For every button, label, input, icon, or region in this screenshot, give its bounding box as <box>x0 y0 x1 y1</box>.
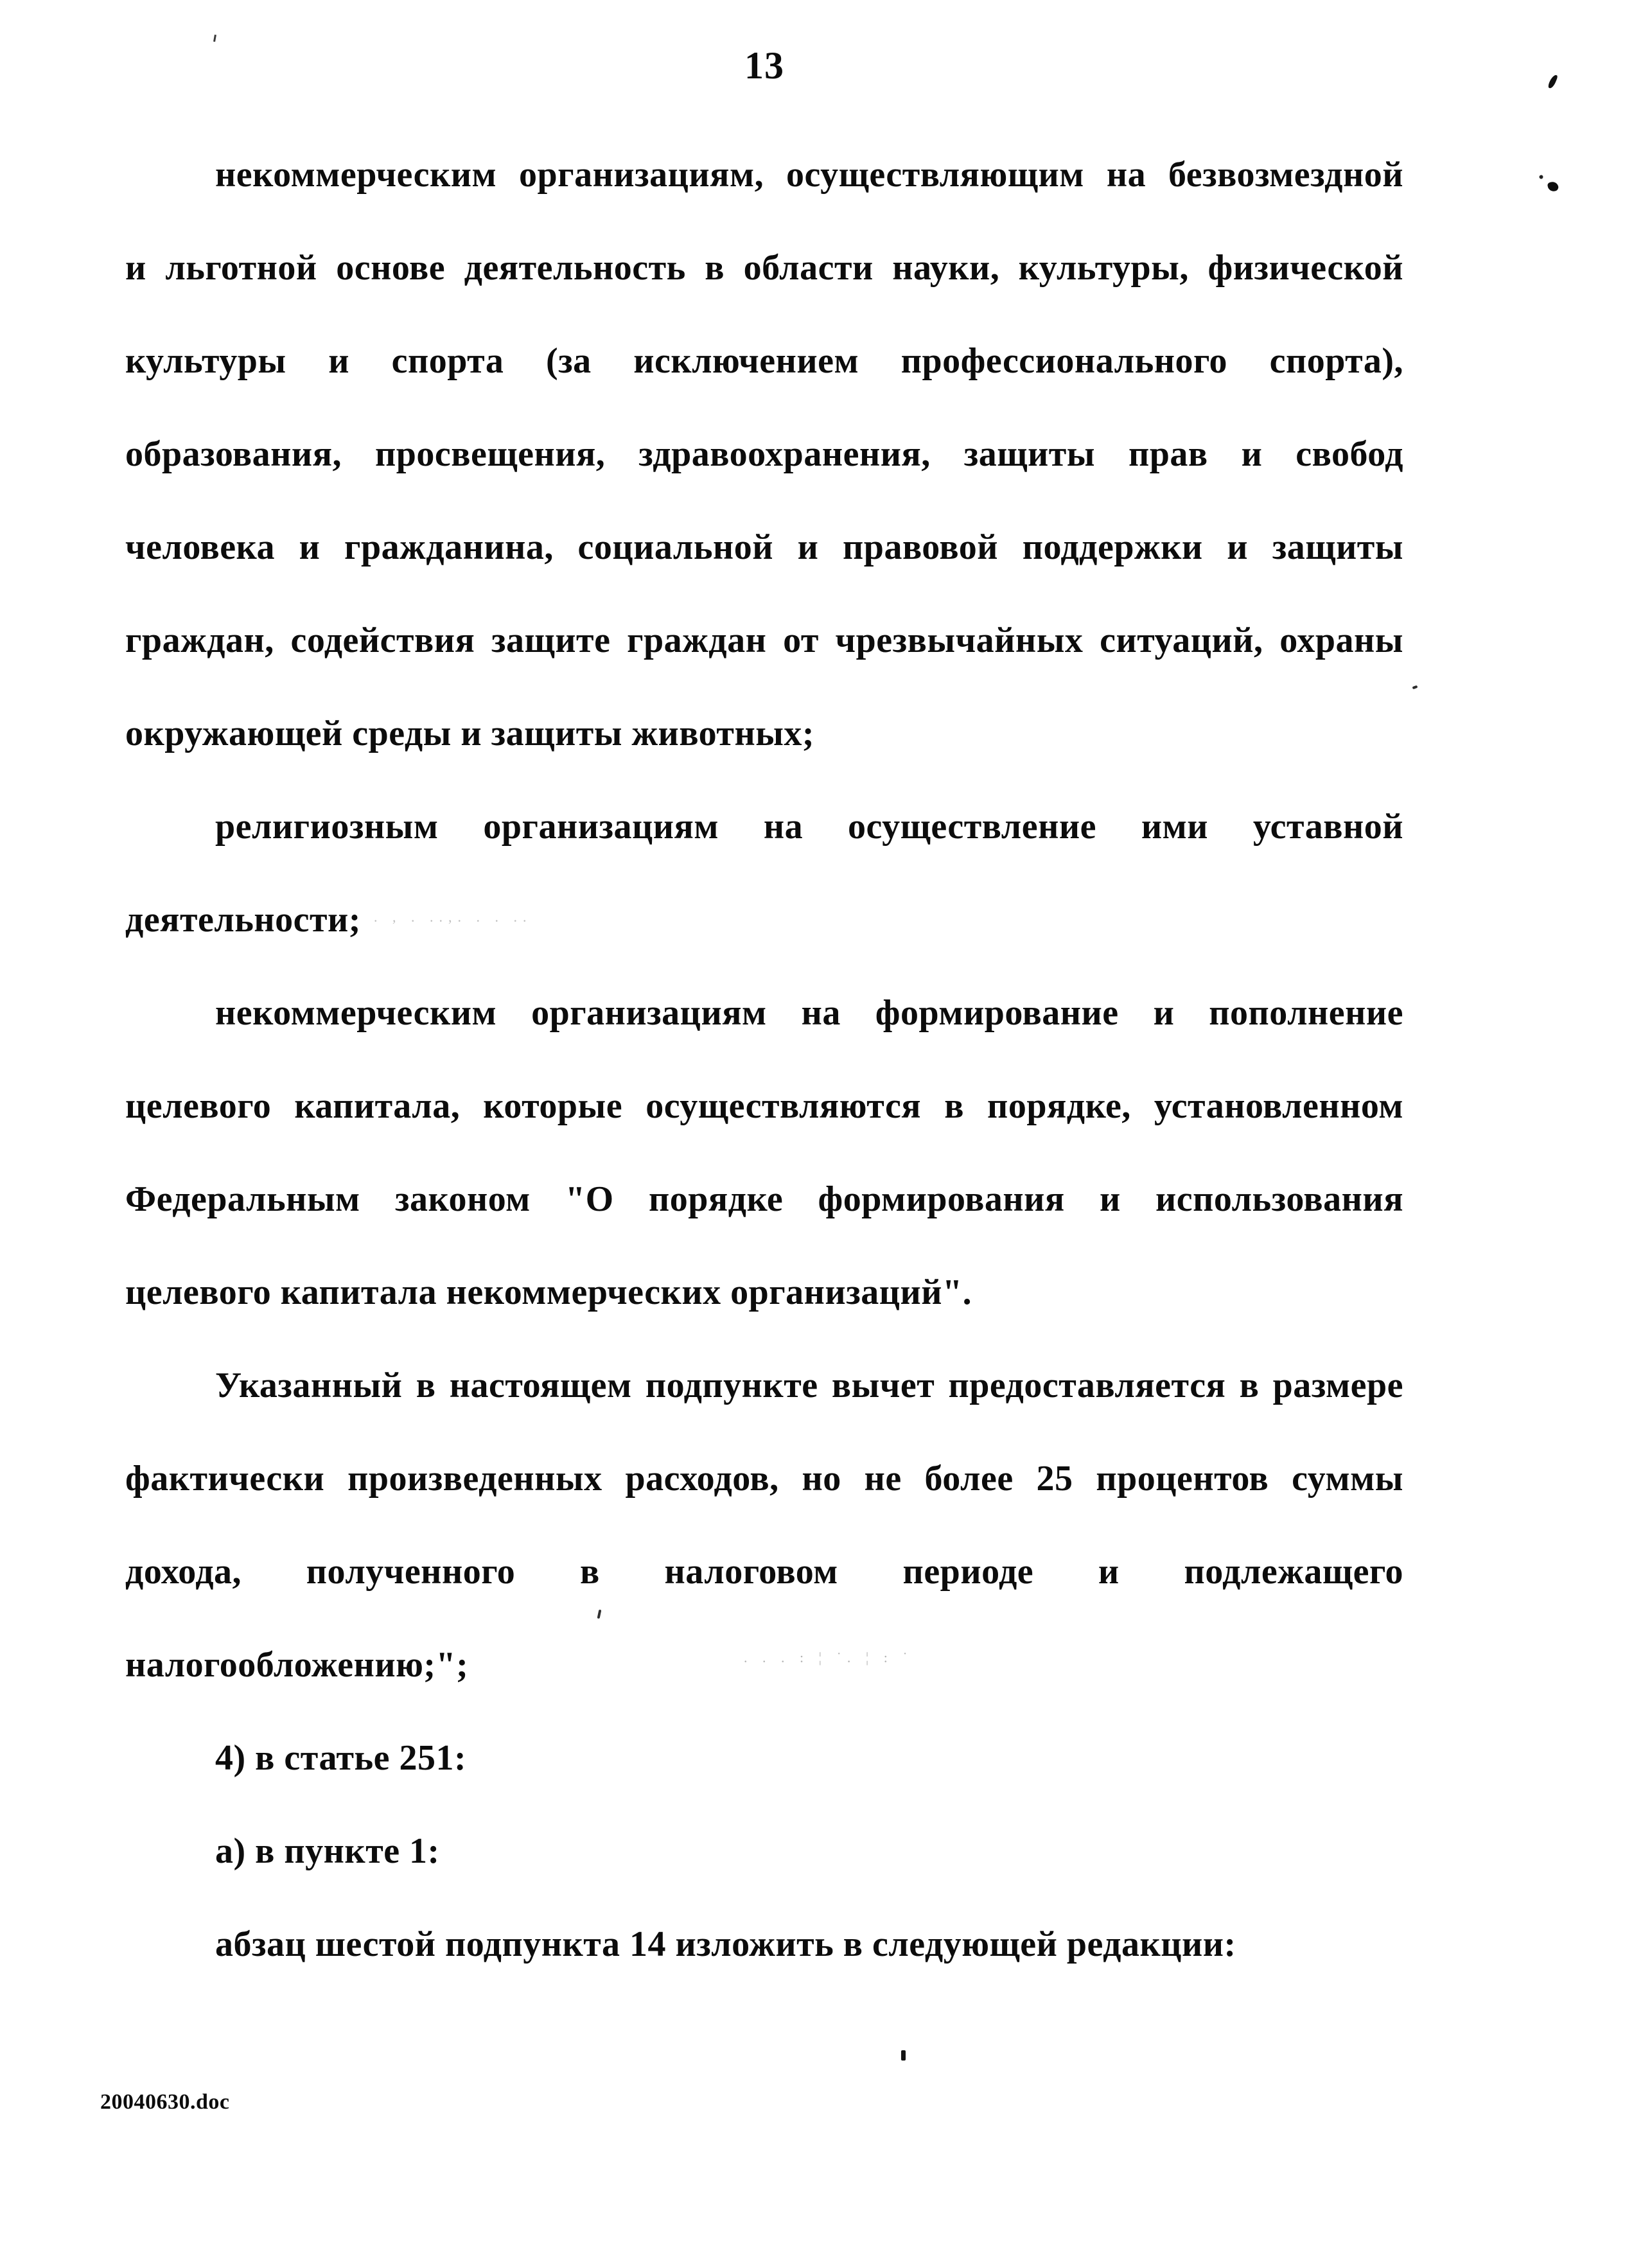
text-line: некоммерческим организациям, осуществляющим на безвозмездной <box>215 155 1403 195</box>
paragraph <box>125 128 1403 780</box>
text-line: и льготной основе деятельность в области науки, культуры, физической <box>125 248 1403 288</box>
text-line: фактически произведенных расходов, но не более 25 процентов суммы <box>125 1459 1403 1499</box>
text-line: 4) в статье 251: <box>215 1738 467 1778</box>
text-line: деятельности; <box>125 900 361 940</box>
text-line: а) в пункте 1: <box>215 1831 440 1871</box>
text-line: религиозным организациям на осуществление ими уставной <box>215 807 1403 847</box>
paragraph <box>125 1805 1403 1898</box>
paragraph <box>125 780 1403 967</box>
document-body-text <box>125 128 1403 1991</box>
scan-smudge: . , . ..,. . . .. <box>374 909 532 925</box>
ink-speck <box>1412 685 1418 689</box>
text-line: образования, просвещения, здравоохранения, защиты прав и свобод <box>125 434 1403 474</box>
paragraph <box>125 1898 1403 1991</box>
text-line: окружающей среды и защиты животных; <box>125 714 815 753</box>
footer-filename: 20040630.doc <box>100 2090 230 2114</box>
ink-speck <box>1547 75 1558 89</box>
scan-smudge: . . . : ¦ ˙. ¦ : ˙ <box>744 1649 913 1666</box>
text-line: дохода, полученного в налоговом периоде и подлежащего <box>125 1552 1403 1592</box>
text-line: человека и гражданина, социальной и правовой поддержки и защиты <box>125 527 1403 567</box>
ink-speck <box>901 2050 906 2061</box>
text-line: граждан, содействия защите граждан от чрезвычайных ситуаций, охраны <box>125 620 1403 660</box>
page-number: 13 <box>744 44 784 87</box>
text-line: налогообложению;"; <box>125 1645 469 1685</box>
text-line: абзац шестой подпункта 14 изложить в следующей редакции: <box>215 1924 1236 1964</box>
text-line: культуры и спорта (за исключением профессионального спорта), <box>125 341 1403 381</box>
text-line: целевого капитала некоммерческих организаций". <box>125 1272 972 1312</box>
ink-speck <box>213 35 216 42</box>
ink-speck <box>1547 181 1559 193</box>
text-line: Указанный в настоящем подпункте вычет предоставляется в размере <box>215 1366 1403 1405</box>
paragraph <box>125 1712 1403 1805</box>
text-line: некоммерческим организациям на формирование и пополнение <box>215 993 1403 1033</box>
paragraph <box>125 967 1403 1339</box>
text-line: целевого капитала, которые осуществляются в порядке, установленном <box>125 1086 1403 1126</box>
text-line: Федеральным законом "О порядке формирования и использования <box>125 1179 1403 1219</box>
